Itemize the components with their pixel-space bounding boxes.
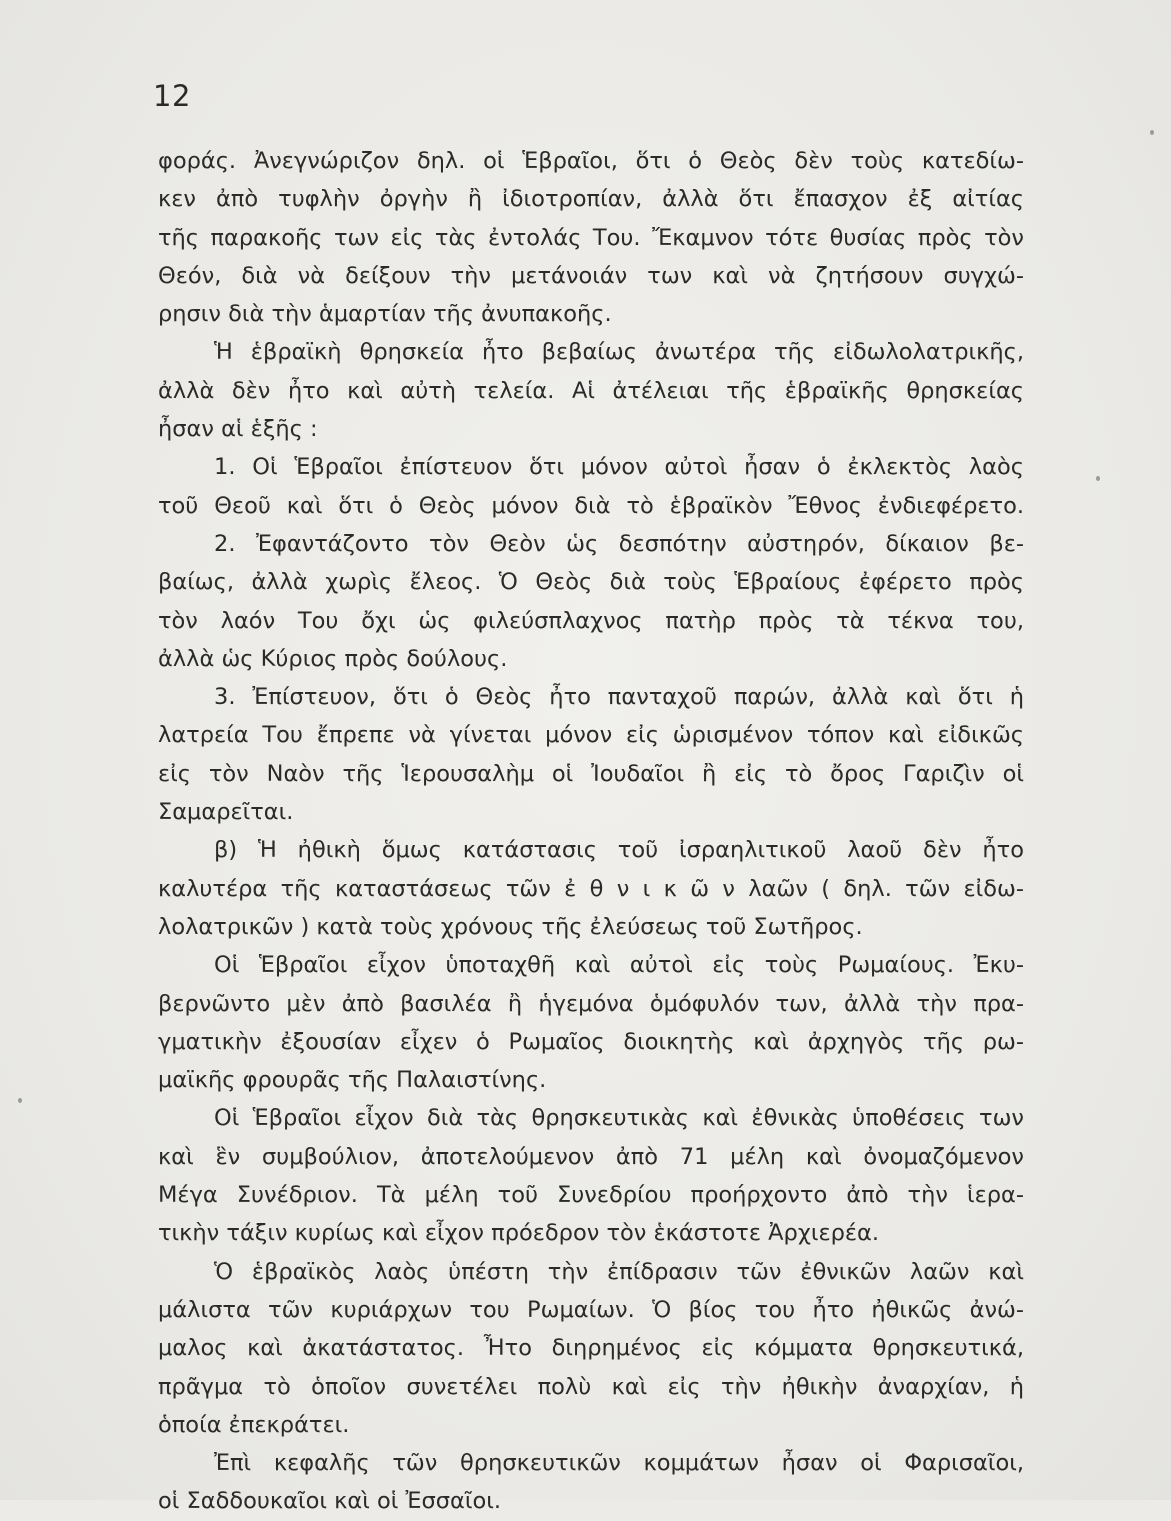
text-line: Ὁ ἑβραϊκὸς λαὸς ὑπέστη τὴν ἐπίδρασιν τῶν ἐθνικῶν λαῶν καὶ [214,1258,1024,1285]
text-line: ἀλλὰ ὡς Κύριος πρὸς δούλους. [158,645,508,672]
text-line: λολατρικῶν ) κατὰ τοὺς χρόνους τῆς ἐλεύσεως τοῦ Σωτῆρος. [158,913,863,940]
text-line: καὶ ἓν συμβούλιον, ἀποτελούμενον ἀπὸ 71 μέλη καὶ ὀνομαζόμενον [158,1143,1024,1170]
text-line: πρᾶγμα τὸ ὁποῖον συνετέλει πολὺ καὶ εἰς τὴν ἠθικὴν ἀναρχίαν, ἡ [158,1373,1024,1400]
text-line: κεν ἀπὸ τυφλὴν ὀργὴν ἢ ἰδιοτροπίαν, ἀλλὰ ὅτι ἔπασχον ἐξ αἰτίας [158,186,1024,213]
text-line: γματικὴν ἐξουσίαν εἶχεν ὁ Ρωμαῖος διοικητὴς καὶ ἀρχηγὸς τῆς ρω- [158,1028,1024,1055]
text-line: Οἱ Ἑβραῖοι εἶχον ὑποταχθῆ καὶ αὐτοὶ εἰς τοὺς Ρωμαίους. Ἐκυ- [214,952,1024,979]
text-line: 2. Ἐφαντάζοντο τὸν Θεὸν ὡς δεσπότην αὐστηρόν, δίκαιον βε- [214,530,1024,557]
body-text [158,142,1024,1521]
text-line: β) Ἡ ἠθικὴ ὅμως κατάστασις τοῦ ἰσραηλιτικοῦ λαοῦ δὲν ἦτο [214,837,1024,864]
text-line: λατρεία Του ἔπρεπε νὰ γίνεται μόνον εἰς ὡρισμένον τόπον καὶ εἰδικῶς [158,722,1024,749]
text-line: τοῦ Θεοῦ καὶ ὅτι ὁ Θεὸς μόνον διὰ τὸ ἑβραϊκὸν Ἔθνος ἐνδιεφέρετο. [158,492,1024,519]
text-line: τῆς παρακοῆς των εἰς τὰς ἐντολάς Του. Ἔκαμνον τότε θυσίας πρὸς τὸν [158,224,1024,251]
text-line: Οἱ Ἑβραῖοι εἶχον διὰ τὰς θρησκευτικὰς καὶ ἐθνικὰς ὑποθέσεις των [214,1105,1024,1132]
scan-speck [1150,130,1154,135]
text-line: ὁποία ἐπεκράτει. [158,1411,350,1438]
text-line: ρησιν διὰ τὴν ἁμαρτίαν τῆς ἀνυπακοῆς. [158,301,612,328]
text-line: Θεόν, διὰ νὰ δείξουν τὴν μετάνοιάν των καὶ νὰ ζητήσουν συγχώ- [158,262,1024,289]
text-line: Ἐπὶ κεφαλῆς τῶν θρησκευτικῶν κομμάτων ἦσαν οἱ Φαρισαῖοι, [214,1450,1024,1477]
text-line: τὸν λαόν Του ὄχι ὡς φιλεύσπλαχνος πατὴρ πρὸς τὰ τέκνα του, [158,607,1024,634]
text-line: ἀλλὰ δὲν ἦτο καὶ αὐτὴ τελεία. Αἱ ἀτέλειαι τῆς ἑβραϊκῆς θρησκείας [158,377,1024,404]
text-line: 1. Οἱ Ἑβραῖοι ἐπίστευον ὅτι μόνον αὐτοὶ ἦσαν ὁ ἐκλεκτὸς λαὸς [214,454,1024,481]
text-line: εἰς τὸν Ναὸν τῆς Ἱερουσαλὴμ οἱ Ἰουδαῖοι ἢ εἰς τὸ ὄρος Γαριζὶν οἱ [158,760,1024,787]
text-line: μάλιστα τῶν κυριάρχων του Ρωμαίων. Ὁ βίος του ἦτο ἠθικῶς ἀνώ- [158,1296,1024,1323]
text-line: Μέγα Συνέδριον. Τὰ μέλη τοῦ Συνεδρίου προήρχοντο ἀπὸ τὴν ἱερα- [158,1182,1024,1209]
text-line: τικὴν τάξιν κυρίως καὶ εἶχον πρόεδρον τὸν ἑκάστοτε Ἀρχιερέα. [158,1220,880,1247]
scan-speck [18,1098,22,1103]
text-line: βαίως, ἀλλὰ χωρὶς ἔλεος. Ὁ Θεὸς διὰ τοὺς Ἑβραίους ἐφέρετο πρὸς [158,569,1024,596]
text-line: οἱ Σαδδουκαῖοι καὶ οἱ Ἐσσαῖοι. [158,1488,502,1515]
text-line: Ἡ ἑβραϊκὴ θρησκεία ἦτο βεβαίως ἀνωτέρα τῆς εἰδωλολατρικῆς, [214,339,1024,366]
scan-speck [1096,476,1100,481]
text-line: Σαμαρεῖται. [158,799,294,826]
text-line: βερνῶντο μὲν ἀπὸ βασιλέα ἢ ἡγεμόνα ὁμόφυλόν των, ἀλλὰ τὴν πρα- [158,990,1024,1017]
text-line: μαϊκῆς φρουρᾶς τῆς Παλαιστίνης. [158,1067,547,1094]
text-line: φοράς. Ἀνεγνώριζον δηλ. οἱ Ἑβραῖοι, ὅτι ὁ Θεὸς δὲν τοὺς κατεδίω- [158,148,1024,174]
page-number: 12 [153,79,191,113]
text-line: καλυτέρα τῆς καταστάσεως τῶν ἐ θ ν ι κ ῶ ν λαῶν ( δηλ. τῶν εἰδω- [158,875,1024,902]
text-line: ἦσαν αἱ ἑξῆς : [158,416,318,443]
text-line: 3. Ἐπίστευον, ὅτι ὁ Θεὸς ἦτο πανταχοῦ παρών, ἀλλὰ καὶ ὅτι ἡ [214,684,1024,711]
text-line: μαλος καὶ ἀκατάστατος. Ἦτο διηρημένος εἰς κόμματα θρησκευτικά, [158,1335,1024,1362]
